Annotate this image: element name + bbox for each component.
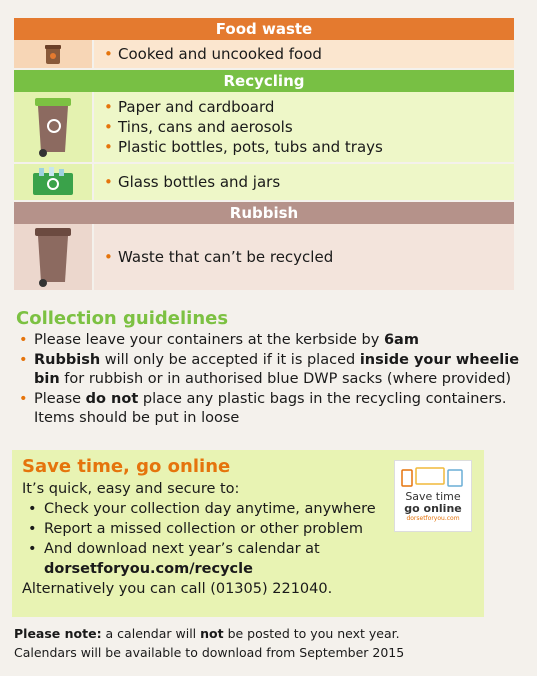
food-waste-header [14, 18, 514, 40]
go-online-title: Save time, go online [22, 456, 231, 477]
list-item: • Cooked and uncooked food [104, 44, 504, 64]
recycling-wheelie-bin-icon [14, 92, 94, 162]
badge-line2: go online [404, 502, 462, 515]
footer-note [14, 624, 524, 662]
list-item: • Report a missed collection or other problem [22, 519, 474, 539]
food-waste-row [14, 40, 514, 70]
go-online-intro: It’s quick, easy and secure to: [22, 481, 240, 497]
devices-icon [395, 467, 471, 487]
guideline-item: • Rubbish will only be accepted if it is placed inside your wheelie bin for rubbish or in authorised blue DWP sacks (where provided) [14, 351, 529, 389]
list-item: • Check your collection day anytime, anywhere [22, 499, 474, 519]
food-caddy-icon [14, 40, 94, 68]
recycling-title: Recycling [223, 72, 305, 90]
recycle-url-link[interactable]: dorsetforyou.com/recycle [44, 561, 253, 577]
glass-recycling-box-icon [14, 164, 94, 200]
collection-guidelines [14, 308, 529, 428]
phone-alternative: Alternatively you can call (01305) 221040. [22, 581, 333, 597]
food-waste-title: Food waste [215, 20, 313, 38]
go-online-badge [394, 460, 472, 532]
recycling-header [14, 70, 514, 92]
rubbish-row [14, 224, 514, 292]
list-item: • Glass bottles and jars [104, 172, 504, 192]
guideline-item: • Please do not place any plastic bags in the recycling containers. Items should be put in loose [14, 390, 529, 428]
list-item: • Waste that can’t be recycled [104, 247, 504, 267]
go-online-panel [12, 450, 484, 617]
note-line1: Please note: a calendar will not be posted to you next year. [14, 626, 400, 641]
guideline-item: • Please leave your containers at the kerbside by 6am [14, 331, 529, 350]
glass-box-row [14, 164, 514, 202]
guidelines-title: Collection guidelines [16, 308, 229, 329]
rubbish-title: Rubbish [229, 204, 299, 222]
rubbish-header [14, 202, 514, 224]
list-item: • Plastic bottles, pots, tubs and trays [104, 137, 504, 157]
list-item: • And download next year’s calendar at dorsetforyou.com/recycle [22, 539, 474, 579]
bin-table [14, 18, 514, 292]
list-item: • Paper and cardboard [104, 97, 504, 117]
rubbish-wheelie-bin-icon [14, 224, 94, 290]
note-line2: Calendars will be available to download from September 2015 [14, 645, 405, 660]
badge-url: dorsetforyou.com [406, 515, 460, 522]
badge-line1: Save time [405, 490, 461, 503]
recycling-bin-row [14, 92, 514, 164]
list-item: • Tins, cans and aerosols [104, 117, 504, 137]
